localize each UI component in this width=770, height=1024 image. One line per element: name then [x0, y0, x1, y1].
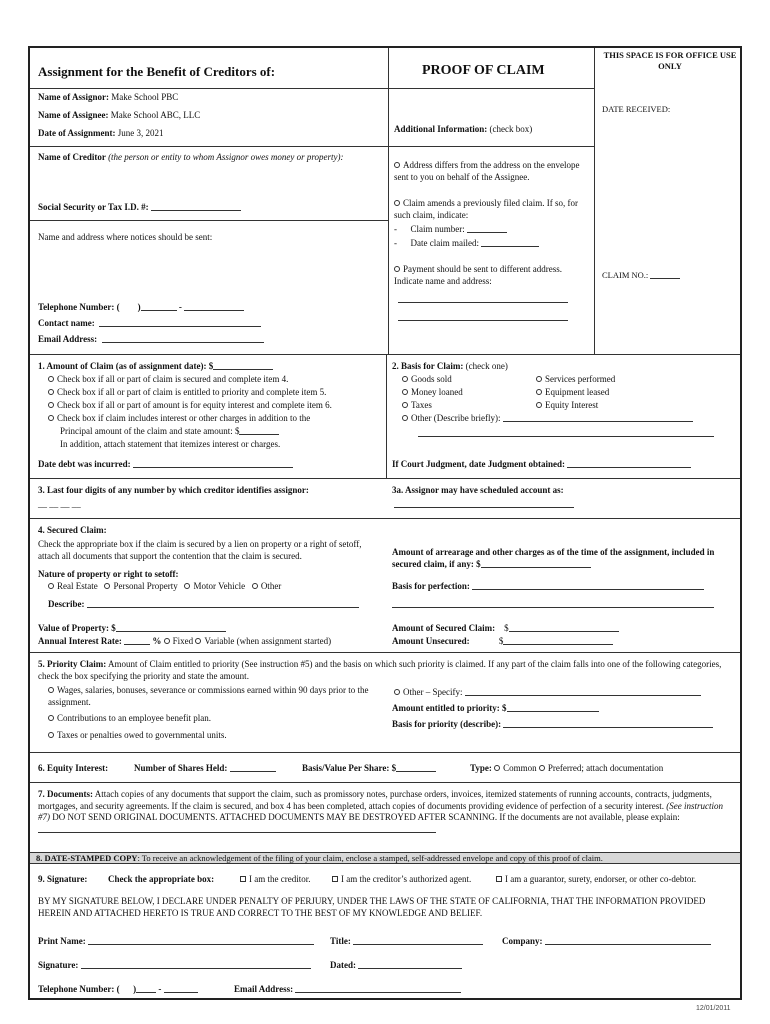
radio-icon[interactable]: [402, 415, 408, 421]
checkbox-icon[interactable]: [496, 876, 502, 882]
preferred-option[interactable]: Preferred; attach documentation: [539, 763, 663, 773]
amount-option-secured[interactable]: Check box if all or part of claim is secured and complete item 4.: [48, 374, 288, 386]
priority-taxes-option[interactable]: Taxes or penalties owed to governmental units.: [48, 730, 227, 742]
nature-of-property-label: Nature of property or right to setoff:: [38, 569, 179, 579]
company-field[interactable]: Company:: [502, 936, 711, 948]
radio-icon[interactable]: [195, 638, 201, 644]
radio-icon[interactable]: [539, 765, 545, 771]
explain-field[interactable]: [38, 825, 436, 833]
priority-basis-field[interactable]: Basis for priority (describe):: [392, 719, 713, 731]
radio-icon[interactable]: [164, 638, 170, 644]
radio-icon[interactable]: [536, 402, 542, 408]
principal-amount-field[interactable]: Principal amount of the claim and state amount: $: [60, 426, 279, 438]
column-divider: [388, 48, 389, 354]
sig-creditor-option[interactable]: I am the creditor.: [240, 874, 310, 886]
common-option[interactable]: Common: [494, 763, 537, 773]
checkbox-icon[interactable]: [240, 876, 246, 882]
creditor-name-field[interactable]: Name of Creditor (the person or entity to whom Assignor owes money or property):: [38, 152, 344, 162]
address-rule: [30, 220, 388, 221]
print-name-field[interactable]: Print Name:: [38, 936, 314, 948]
payment-address-line[interactable]: [398, 313, 568, 321]
arrearage-field[interactable]: Amount of arrearage and other charges as of the time of the assignment, included in secured claim, if any: $: [392, 547, 715, 569]
creditor-rule: [30, 146, 388, 147]
radio-icon[interactable]: [48, 687, 54, 693]
header-rule: [388, 88, 594, 89]
additional-info-label: Additional Information: (check box): [394, 124, 533, 134]
equity-interest-label: 6. Equity Interest:: [38, 763, 109, 773]
date-stamped-banner: [30, 852, 740, 864]
header-rule-left: [30, 88, 388, 89]
priority-wages-option[interactable]: Wages, salaries, bonuses, severance or commissions earned within 90 days prior to the assignment.: [48, 685, 369, 707]
amount-unsecured-field[interactable]: Amount Unsecured: $: [392, 636, 613, 648]
additional-rule: [388, 146, 594, 147]
assignee-name: Name of Assignee: Make School ABC, LLC: [38, 110, 201, 120]
value-per-share-field[interactable]: Basis/Value Per Share: $: [302, 763, 436, 775]
fixed-option[interactable]: Fixed: [164, 636, 194, 646]
section-amount-basis: [30, 354, 740, 478]
amount-option-equity[interactable]: Check box if all or part of amount is for equity interest and complete item 6.: [48, 400, 332, 412]
radio-icon[interactable]: [394, 266, 400, 272]
form-revision-date: 12/01/2011: [696, 1005, 731, 1012]
dated-field[interactable]: Dated:: [330, 960, 462, 972]
basis-for-claim-label: 2. Basis for Claim: (check one): [392, 361, 508, 371]
basis-services[interactable]: Services performed: [536, 374, 615, 386]
last-four-digits-label: 3. Last four digits of any number by which creditor identifies assignor:: [38, 485, 309, 495]
radio-icon[interactable]: [48, 715, 54, 721]
basis-describe-line[interactable]: [418, 429, 714, 437]
personal-property-option[interactable]: Personal Property: [104, 581, 177, 591]
attach-statement-note: In addition, attach statement that itemizes interest or charges.: [60, 439, 281, 449]
variable-option[interactable]: Variable (when assignment started): [195, 636, 331, 646]
payment-address-line[interactable]: [398, 295, 568, 303]
basis-other[interactable]: Other (Describe briefly):: [402, 413, 693, 425]
radio-icon[interactable]: [402, 376, 408, 382]
equity-type-field: Type: Common Preferred; attach documentation: [470, 763, 664, 773]
radio-icon[interactable]: [394, 200, 400, 206]
perfection-line[interactable]: [392, 600, 714, 608]
amount-entitled-field[interactable]: Amount entitled to priority: $: [392, 703, 599, 715]
date-received-label: DATE RECEIVED:: [602, 104, 671, 114]
section-priority: [30, 652, 740, 752]
value-of-property-field[interactable]: Value of Property: $: [38, 623, 226, 635]
radio-icon[interactable]: [48, 402, 54, 408]
ssn-field[interactable]: Social Security or Tax I.D. #:: [38, 202, 241, 214]
radio-icon[interactable]: [394, 162, 400, 168]
section-divider: [386, 355, 387, 479]
priority-contributions-option[interactable]: Contributions to an employee benefit plan.: [48, 713, 211, 725]
proof-of-claim-form: [28, 46, 742, 1000]
radio-icon[interactable]: [48, 376, 54, 382]
documents-text: 7. Documents: Attach copies of any documents that support the claim, such as promissory notes, purchase orders, invoices, itemized statements of running accounts, contracts, judgments, mortgages, and security agreements. If the claim is secured, and box 4 has been completed, attach copies of documents providing evidence of perfection of a security interest. (See instruction #7) DO NOT SEND ORIGINAL DOCUMENTS. ATTACHED DOCUMENTS MAY BE DESTROYED AFTER SCANNING. If the documents are not available, please explain:: [38, 789, 736, 836]
sig-agent-option[interactable]: I am the creditor’s authorized agent.: [332, 874, 471, 886]
section-signature: [30, 866, 740, 1000]
signature-section-label: 9. Signature:: [38, 874, 88, 884]
basis-equipment[interactable]: Equipment leased: [536, 387, 609, 399]
radio-icon[interactable]: [394, 689, 400, 695]
radio-icon[interactable]: [48, 732, 54, 738]
secured-claim-label: 4. Secured Claim:: [38, 525, 107, 535]
property-types: [48, 581, 281, 593]
court-judgment-field[interactable]: If Court Judgment, date Judgment obtained:: [392, 459, 691, 471]
describe-field[interactable]: Describe:: [48, 599, 359, 611]
proof-of-claim-title: PROOF OF CLAIM: [422, 63, 545, 78]
radio-icon[interactable]: [48, 583, 54, 589]
date-mailed-field[interactable]: - Date claim mailed:: [394, 238, 539, 250]
scheduled-account-field[interactable]: [394, 500, 574, 508]
radio-icon[interactable]: [252, 583, 258, 589]
basis-money-loaned[interactable]: Money loaned: [402, 387, 463, 399]
real-estate-option[interactable]: Real Estate: [48, 581, 98, 591]
signature-phone-field[interactable]: Telephone Number: ( ) -: [38, 984, 198, 996]
office-use-note: THIS SPACE IS FOR OFFICE USE ONLY: [603, 50, 737, 72]
signature-field[interactable]: Signature:: [38, 960, 311, 972]
date-stamped-text: 8. DATE-STAMPED COPY: To receive an acknowledgement of the filing of your claim, enclose a stamped, self-addressed envelope and copy of this proof of claim.: [36, 853, 603, 863]
signature-email-field[interactable]: Email Address:: [234, 984, 461, 996]
claim-number-label: CLAIM NO.:: [602, 270, 680, 281]
radio-icon[interactable]: [402, 389, 408, 395]
radio-icon[interactable]: [104, 583, 110, 589]
radio-icon[interactable]: [48, 389, 54, 395]
email-field[interactable]: Email Address:: [38, 334, 264, 346]
last-four-digits-field[interactable]: __ __ __ __: [38, 499, 81, 509]
payment-address-option[interactable]: Payment should be sent to different address. Indicate name and address:: [394, 264, 563, 286]
assignment-date: Date of Assignment: June 3, 2021: [38, 128, 164, 138]
assignor-name: Name of Assignor: Make School PBC: [38, 92, 179, 102]
secured-claim-text: Check the appropriate box if the claim is secured by a lien on property or a right of setoff, attach all documents that support the contention that the claim is secured.: [38, 539, 362, 561]
amount-option-priority[interactable]: Check box if all or part of claim is entitled to priority and complete item 5.: [48, 387, 326, 399]
radio-icon[interactable]: [402, 402, 408, 408]
address-differs-option[interactable]: Address differs from the address on the envelope sent to you on behalf of the Assignee.: [394, 160, 580, 182]
section-secured: [30, 518, 740, 652]
check-box-label: Check the appropriate box:: [108, 874, 215, 884]
declaration-text: BY MY SIGNATURE BELOW, I DECLARE UNDER PENALTY OF PERJURY, UNDER THE LAWS OF THE STATE OF CALIFORNIA, THAT THE INFORMATION PROVIDED HEREIN AND ATTACHED HERETO IS TRUE AND CORRECT TO THE BEST OF MY KNOWLEDGE AND BELIEF.: [38, 896, 706, 918]
assignment-title: Assignment for the Benefit of Creditors of:: [38, 64, 276, 79]
claim-number-field[interactable]: - Claim number:: [394, 224, 507, 236]
radio-icon[interactable]: [48, 415, 54, 421]
scheduled-account-label: 3a. Assignor may have scheduled account as:: [392, 485, 564, 495]
section-equity: [30, 752, 740, 782]
motor-vehicle-option[interactable]: Motor Vehicle: [184, 581, 245, 591]
shares-held-field[interactable]: Number of Shares Held:: [134, 763, 276, 775]
basis-goods-sold[interactable]: Goods sold: [402, 374, 452, 386]
amount-of-claim-field[interactable]: 1. Amount of Claim (as of assignment date): $: [38, 361, 273, 373]
title-field[interactable]: Title:: [330, 936, 483, 948]
radio-icon[interactable]: [184, 583, 190, 589]
sig-guarantor-option[interactable]: I am a guarantor, surety, endorser, or other co-debtor.: [496, 874, 696, 886]
office-divider: [594, 48, 595, 354]
amount-option-interest[interactable]: Check box if claim includes interest or other charges in addition to the: [48, 413, 310, 425]
notice-address-label: Name and address where notices should be sent:: [38, 232, 213, 242]
other-property-option[interactable]: Other: [252, 581, 282, 591]
radio-icon[interactable]: [536, 389, 542, 395]
checkbox-icon[interactable]: [332, 876, 338, 882]
date-debt-field[interactable]: Date debt was incurred:: [38, 459, 293, 471]
basis-equity[interactable]: Equity Interest: [536, 400, 598, 412]
amount-secured-field[interactable]: Amount of Secured Claim: $: [392, 623, 619, 635]
radio-icon[interactable]: [536, 376, 542, 382]
basis-perfection-field[interactable]: Basis for perfection:: [392, 581, 704, 593]
claim-amends-option[interactable]: Claim amends a previously filed claim. If so, for such claim, indicate:: [394, 198, 578, 220]
section-documents: [30, 782, 740, 852]
interest-rate-field[interactable]: Annual Interest Rate: % Fixed Variable (when assignment started): [38, 636, 332, 646]
section-digits: [30, 478, 740, 518]
priority-other-option[interactable]: Other – Specify:: [394, 687, 701, 699]
telephone-field[interactable]: Telephone Number: ( ) -: [38, 302, 244, 314]
radio-icon[interactable]: [494, 765, 500, 771]
priority-claim-text: 5. Priority Claim: Amount of Claim entitled to priority (See instruction #5) and the basis on which such priority is claimed. If any part of the claim falls into one of the following categories, check the box specifying the priority and state the amount.: [38, 659, 722, 681]
contact-name-field[interactable]: Contact name:: [38, 318, 261, 330]
basis-taxes[interactable]: Taxes: [402, 400, 432, 412]
